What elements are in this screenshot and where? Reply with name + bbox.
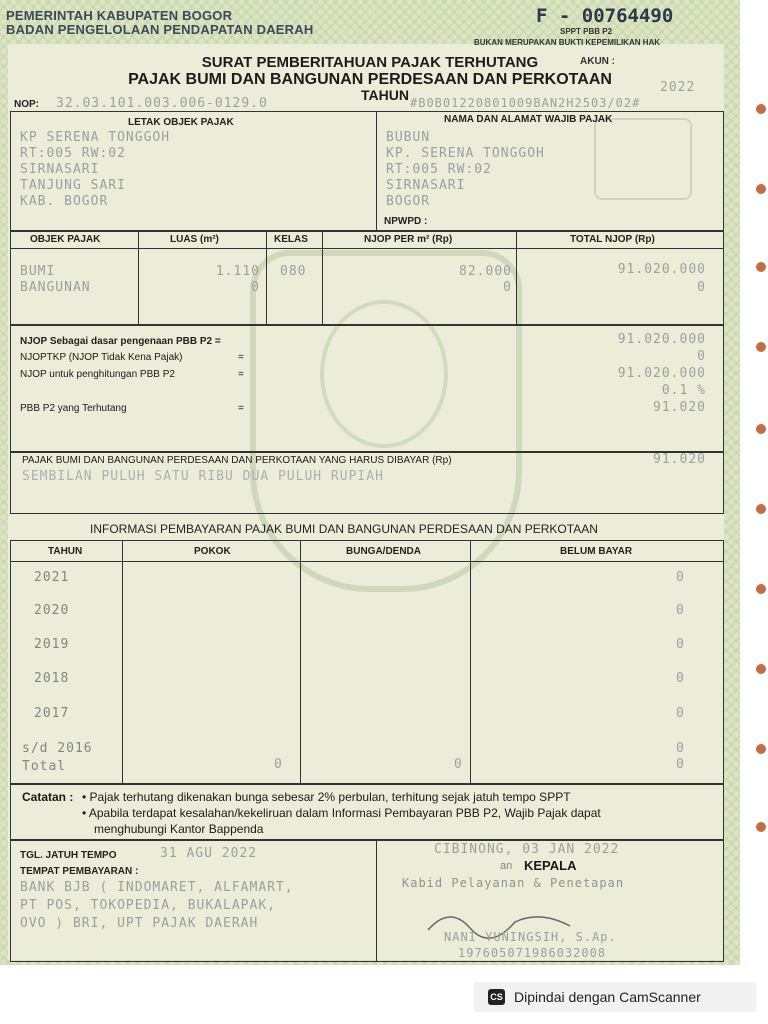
amount-due-words: SEMBILAN PULUH SATU RIBU DUA PULUH RUPIAH bbox=[22, 469, 384, 484]
col-belum-bayar: BELUM BAYAR bbox=[560, 546, 633, 557]
wajib-line-5: BOGOR bbox=[386, 194, 431, 209]
note-1: • Pajak terhutang dikenakan bunga sebesar 2% perbulan, terhitung sejak jatuh tempo SPPT bbox=[82, 790, 571, 804]
objek-line-4: TANJUNG SARI bbox=[20, 178, 126, 193]
njoptkp-label: NJOPTKP (NJOP Tidak Kena Pajak) bbox=[20, 352, 183, 363]
doc-subtitle: PAJAK BUMI DAN BANGUNAN PERDESAAN DAN PERKOTAAN bbox=[128, 71, 612, 88]
year-sd-2016: s/d 2016 bbox=[22, 741, 93, 756]
row-bangunan-objek: BANGUNAN bbox=[20, 280, 91, 295]
col-pokok: POKOK bbox=[194, 546, 231, 557]
payment-table bbox=[10, 540, 724, 784]
col-luas: LUAS (m²) bbox=[170, 234, 219, 245]
tahun-label: TAHUN bbox=[361, 87, 409, 103]
row-bumi-njop: 82.000 bbox=[459, 264, 512, 279]
letak-objek-label: LETAK OBJEK PAJAK bbox=[128, 117, 234, 128]
belum-2021: 0 bbox=[676, 570, 685, 585]
njop-dasar-value: 91.020.000 bbox=[617, 332, 706, 347]
wajib-pajak-label: NAMA DAN ALAMAT WAJIB PAJAK bbox=[444, 114, 613, 125]
binder-hole bbox=[756, 504, 766, 514]
objek-line-1: KP SERENA TONGGOH bbox=[20, 130, 171, 145]
address-box bbox=[10, 111, 724, 231]
npwpd-label: NPWPD : bbox=[384, 216, 428, 227]
year-2018: 2018 bbox=[34, 671, 70, 686]
total-pokok: 0 bbox=[274, 757, 283, 772]
pbb-terhutang-value: 91.020 bbox=[653, 400, 706, 415]
col-tahun: TAHUN bbox=[48, 546, 83, 557]
pbb-terhutang-label: PBB P2 yang Terhutang bbox=[20, 403, 127, 414]
binder-hole bbox=[756, 262, 766, 272]
year-2019: 2019 bbox=[34, 637, 70, 652]
wajib-line-2: KP. SERENA TONGGOH bbox=[386, 146, 545, 161]
col-kelas: KELAS bbox=[274, 234, 308, 245]
note-2-cont: menghubungi Kantor Bappenda bbox=[94, 822, 264, 836]
belum-sd-2016: 0 bbox=[676, 741, 685, 756]
objek-line-3: SIRNASARI bbox=[20, 162, 100, 177]
row-bumi-luas: 1.110 bbox=[215, 264, 260, 279]
payment-info-title: INFORMASI PEMBAYARAN PAJAK BUMI DAN BANGUNAN PERDESAAN DAN PERKOTAAN bbox=[90, 522, 598, 536]
tax-rate: 0.1 % bbox=[661, 383, 706, 398]
camscanner-badge bbox=[474, 982, 756, 1012]
njoptkp-value: 0 bbox=[697, 349, 706, 364]
binder-hole bbox=[756, 822, 766, 832]
payment-place-3: OVO ) BRI, UPT PAJAK DAERAH bbox=[20, 916, 259, 931]
wajib-line-1: BUBUN bbox=[386, 130, 431, 145]
tax-document: PEMERINTAH KABUPATEN BOGOR BADAN PENGELOLAAN PENDAPATAN DAERAH F - 00764490 SPPT PBB P2 BUKAN MERUPAKAN BUKTI KEPEMILIKAN HAK AKUN : SURAT PEMBERITAHUAN PAJAK TERHUTANG PAJAK BUMI DAN BANGUNAN PERDESAAN DAN PERKOTAAN TAHUN 2022 NOP: 32.03.101.003.006-0129.0 #B0B01220801009BAN2H2503/02# LETAK OBJEK PAJAK KP SERENA TONGGOH RT:005 RW:02 SIRNASARI TANJUNG SARI KAB. BOGOR NAMA DAN ALAMAT WAJIB PAJAK BUBUN KP. SERENA TONGGOH RT:005 RW:02 SIRNASARI BOGOR NPWPD : OBJEK PAJAK LUAS (m²) KELAS NJOP PER m² (Rp) TOTAL NJOP (Rp) BUMI 1.110 080 82.000 91.020.000 BANGUNAN 0 0 0 NJOP Sebagai dasar pengenaan PBB P2 = NJOPTKP (NJOP Tidak Kena Pajak) = NJOP untuk penghitungan PBB P2 = PBB P2 yang Terhutang = 91.020.000 0 91.020.000 0.1 % 91.020 PAJAK BUMI DAN BANGUNAN PERDESAAN DAN PERKOTAAN YANG HARUS DIBAYAR (Rp) 91.020 SEMBILAN PULUH SATU RIBU DUA PULUH RUPIAH INFORMASI PEMBAYARAN PAJAK BUMI DAN BANGUNAN PERDESAAN DAN PERKOTAAN TAHUN POKOK BUNGA/DENDA BELUM BAYAR 2021 2020 2019 2018 2017 s/d 2016 Total 0 0 0 0 0 0 0 0 0 Catatan : • Pajak terhutang dikenakan bunga sebesar 2% perbulan, terhitung sejak jatuh tempo SPPT • Apabila terdapat kesalahan/kekeliruan dalam Informasi Pembayaran PBB P2, Wajib Pajak dapat menghubungi Kantor Bappenda TGL. JATUH TEMPO 31 AGU 2022 TEMPAT PEMBAYARAN : BANK BJB ( INDOMARET, ALFAMART, PT POS, TOKOPEDIA, BUKALAPAK, OVO ) BRI, UPT PAJAK DAERAH CIBINONG, 03 JAN 2022 an KEPALA Kabid Pelayanan & Penetapan NANI YUNINGSIH, S.Ap. 197605071986032008 bbox=[0, 0, 740, 965]
col-njop-per-m2: NJOP PER m² (Rp) bbox=[364, 234, 453, 245]
binder-hole bbox=[756, 664, 766, 674]
payment-place-1: BANK BJB ( INDOMARET, ALFAMART, bbox=[20, 880, 294, 895]
col-total-njop: TOTAL NJOP (Rp) bbox=[570, 234, 655, 245]
total-label: Total bbox=[22, 759, 67, 774]
binder-hole bbox=[756, 584, 766, 594]
kabid-title: Kabid Pelayanan & Penetapan bbox=[402, 876, 625, 890]
total-bunga: 0 bbox=[454, 757, 463, 772]
tax-year: 2022 bbox=[660, 80, 696, 95]
binder-hole bbox=[756, 744, 766, 754]
wajib-line-3: RT:005 RW:02 bbox=[386, 162, 492, 177]
form-code: SPPT PBB P2 bbox=[560, 27, 613, 36]
njop-dasar-label: NJOP Sebagai dasar pengenaan PBB P2 = bbox=[20, 336, 221, 347]
objek-line-5: KAB. BOGOR bbox=[20, 194, 109, 209]
nop-value: 32.03.101.003.006-0129.0 bbox=[56, 96, 268, 111]
row-bangunan-njop: 0 bbox=[503, 280, 512, 295]
kepala-label: KEPALA bbox=[524, 858, 577, 873]
binder-hole bbox=[756, 342, 766, 352]
amount-due-label: PAJAK BUMI DAN BANGUNAN PERDESAAN DAN PERKOTAAN YANG HARUS DIBAYAR (Rp) bbox=[22, 455, 452, 466]
col-bunga-denda: BUNGA/DENDA bbox=[346, 546, 421, 557]
due-date-label: TGL. JATUH TEMPO bbox=[20, 850, 117, 861]
signer-nip: 197605071986032008 bbox=[458, 946, 607, 960]
doc-title: SURAT PEMBERITAHUAN PAJAK TERHUTANG bbox=[201, 54, 539, 71]
year-2020: 2020 bbox=[34, 603, 70, 618]
belum-2020: 0 bbox=[676, 603, 685, 618]
due-date-value: 31 AGU 2022 bbox=[160, 846, 258, 861]
government-name: PEMERINTAH KABUPATEN BOGOR bbox=[6, 8, 233, 23]
njop-hitung-label: NJOP untuk penghitungan PBB P2 bbox=[20, 369, 175, 380]
camscanner-icon: CS bbox=[488, 989, 505, 1005]
signer-name: NANI YUNINGSIH, S.Ap. bbox=[444, 930, 617, 944]
akun-label: AKUN : bbox=[580, 56, 615, 67]
total-belum-bayar: 0 bbox=[676, 757, 685, 772]
camscanner-label: Dipindai dengan CamScanner bbox=[514, 989, 701, 1005]
wajib-line-4: SIRNASARI bbox=[386, 178, 466, 193]
year-2021: 2021 bbox=[34, 570, 70, 585]
an-label: an bbox=[500, 860, 513, 872]
payment-place-2: PT POS, TOKOPEDIA, BUKALAPAK, bbox=[20, 898, 276, 913]
row-bangunan-total: 0 bbox=[697, 280, 706, 295]
payment-place-label: TEMPAT PEMBAYARAN : bbox=[20, 866, 139, 877]
reference-code: #B0B01220801009BAN2H2503/02# bbox=[410, 96, 641, 110]
nop-label: NOP: bbox=[14, 99, 39, 110]
binder-hole bbox=[756, 104, 766, 114]
note-2: • Apabila terdapat kesalahan/kekeliruan dalam Informasi Pembayaran PBB P2, Wajib Pajak dapat bbox=[82, 806, 601, 820]
notes-label: Catatan : bbox=[22, 790, 74, 804]
row-bumi-kelas: 080 bbox=[280, 264, 307, 279]
njop-hitung-value: 91.020.000 bbox=[617, 366, 706, 381]
binder-hole bbox=[756, 184, 766, 194]
place-date: CIBINONG, 03 JAN 2022 bbox=[434, 842, 620, 857]
belum-2017: 0 bbox=[676, 706, 685, 721]
binder-hole bbox=[756, 424, 766, 434]
serial-number: F - 00764490 bbox=[536, 5, 674, 27]
ownership-note: BUKAN MERUPAKAN BUKTI KEPEMILIKAN HAK bbox=[474, 38, 661, 47]
row-bangunan-luas: 0 bbox=[251, 280, 260, 295]
belum-2019: 0 bbox=[676, 637, 685, 652]
row-bumi-total: 91.020.000 bbox=[617, 262, 706, 277]
amount-due-value: 91.020 bbox=[653, 452, 706, 467]
objek-line-2: RT:005 RW:02 bbox=[20, 146, 126, 161]
row-bumi-objek: BUMI bbox=[20, 264, 56, 279]
year-2017: 2017 bbox=[34, 706, 70, 721]
agency-name: BADAN PENGELOLAAN PENDAPATAN DAERAH bbox=[6, 22, 314, 37]
belum-2018: 0 bbox=[676, 671, 685, 686]
col-objek-pajak: OBJEK PAJAK bbox=[30, 234, 101, 245]
